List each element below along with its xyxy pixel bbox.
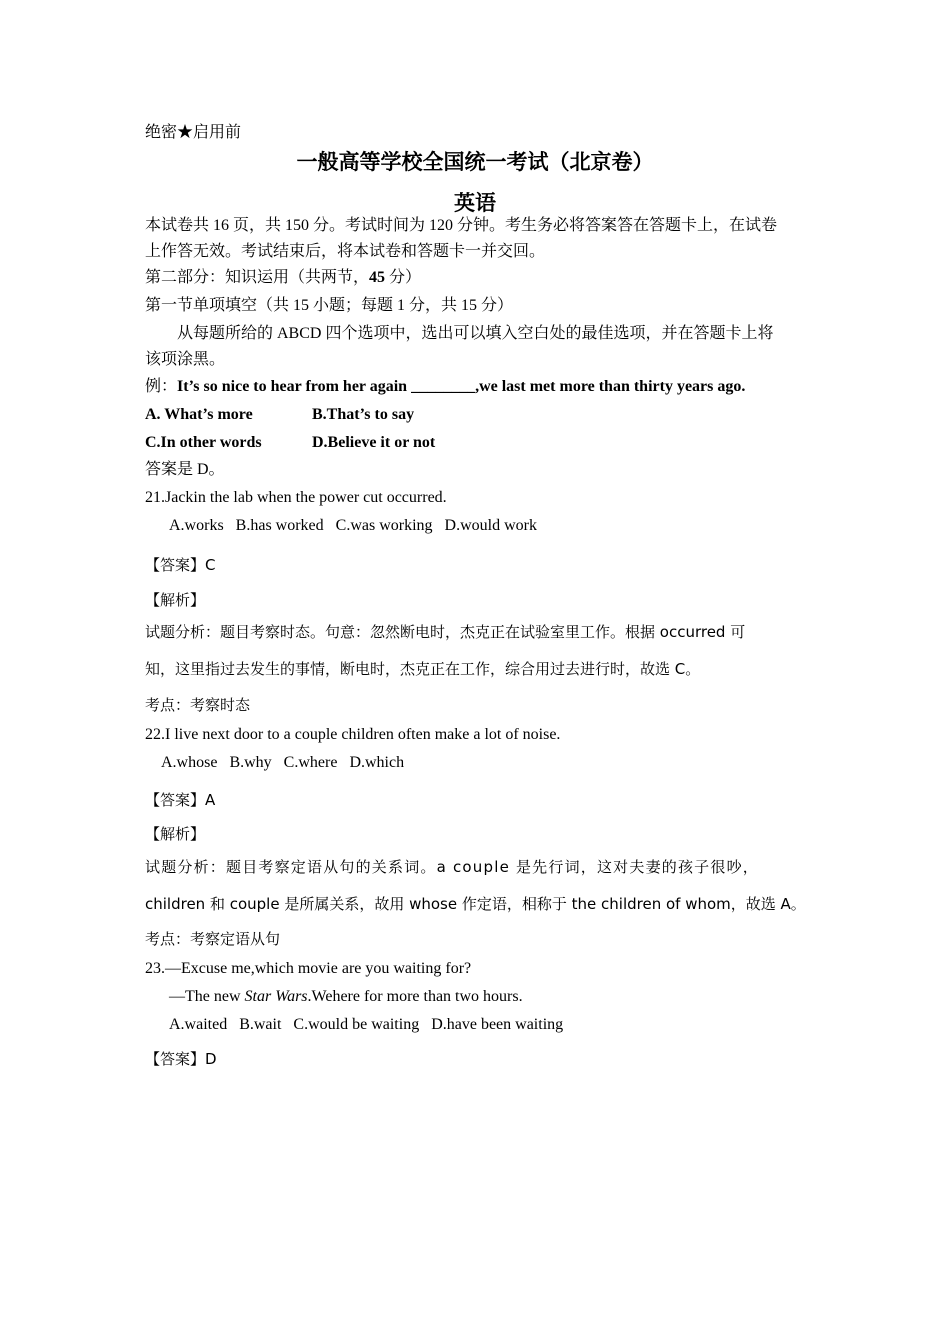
part-end: 分） [385,269,422,286]
part-score: 45 [369,269,386,286]
intro-line-2: 上作答无效。考试结束后，将本试卷和答题卡一并交回。 [145,243,546,260]
q23-reply [169,987,523,1007]
q23-stem: 23.—Excuse me,which movie are you waiting for? [145,960,472,977]
q22-analysis-line-1: 试题分析：题目考察定语从句的关系词。a couple 是先行词，这对夫妻的孩子很吵， [145,858,759,876]
q22-option-d: D.which [349,754,405,771]
example-option-c: C.In other words [145,434,262,451]
q22-analysis-label: 【解析】 [145,825,206,843]
section-heading: 第一节单项填空（共 15 小题；每题 1 分，共 15 分） [145,297,514,314]
q23-option-c: C.would be waiting [293,1016,420,1033]
q21-option-a: A.works [169,517,224,534]
part-label: 第二部分：知识运用（共两节， [145,269,370,286]
q23-options [169,1015,575,1035]
q22-point: 考点：考察定语从句 [145,930,281,948]
q23-answer: 【答案】D [145,1050,217,1068]
example-stem: It’s so nice to hear from her again ________,we last met more than thirty years ago. [177,378,746,395]
q22-option-c: C.where [283,754,338,771]
q22-answer: 【答案】A [145,791,216,809]
subject-title: 英语 [454,191,496,215]
q21-option-b: B.has worked [235,517,324,534]
example-question [145,377,745,397]
intro-line-1: 本试卷共 16 页，共 150 分。考试时间为 120 分钟。考生务必将答案答在答题卡上，在试卷 [145,217,778,234]
q23-option-b: B.wait [239,1016,282,1033]
q22-stem: 22.I live next door to a couple children often make a lot of noise. [145,726,561,743]
example-options-row-2 [145,433,435,453]
example-answer: 答案是 D。 [145,461,225,478]
q23-reply-pre: —The new [169,988,245,1005]
q21-option-c: C.was working [335,517,433,534]
q21-point: 考点：考察时态 [145,696,251,714]
confidential-mark: 绝密★启用前 [145,124,242,141]
q21-analysis-line-1: 试题分析：题目考察时态。句意：忽然断电时，杰克正在试验室里工作。根据 occurred 可 [145,623,746,641]
example-option-d: D.Believe it or not [312,434,436,451]
q21-analysis-label: 【解析】 [145,591,206,609]
q22-option-a: A.whose [161,754,218,771]
q22-options [161,753,416,773]
q21-stem: 21.Jackin the lab when the power cut occurred. [145,489,447,506]
q22-analysis-line-2: children 和 couple 是所属关系，故用 whose 作定语，相称于 the children of whom，故选 A。 [145,895,806,913]
q23-movie-title: Star Wars [244,988,308,1005]
q23-reply-post: .Wehere for more than two hours. [307,988,523,1005]
q21-analysis-line-2: 知，这里指过去发生的事情，断电时，杰克正在工作，综合用过去进行时，故选 C。 [145,660,701,678]
example-option-b: B.That’s to say [312,406,415,423]
example-options-row-1 [145,405,414,425]
q21-option-d: D.would work [444,517,537,534]
example-prefix: 例： [145,378,178,395]
q23-option-a: A.waited [169,1016,228,1033]
instruction-line-2: 该项涂黑。 [145,351,226,368]
example-option-a: A. What’s more [145,406,253,423]
q23-option-d: D.have been waiting [431,1016,564,1033]
q22-option-b: B.why [229,754,272,771]
part-heading [145,268,421,288]
exam-title: 一般高等学校全国统一考试（北京卷） [296,150,654,174]
instruction-line-1: 从每题所给的 ABCD 四个选项中，选出可以填入空白处的最佳选项，并在答题卡上将 [177,325,774,342]
q21-options [169,516,549,536]
q21-answer: 【答案】C [145,556,216,574]
